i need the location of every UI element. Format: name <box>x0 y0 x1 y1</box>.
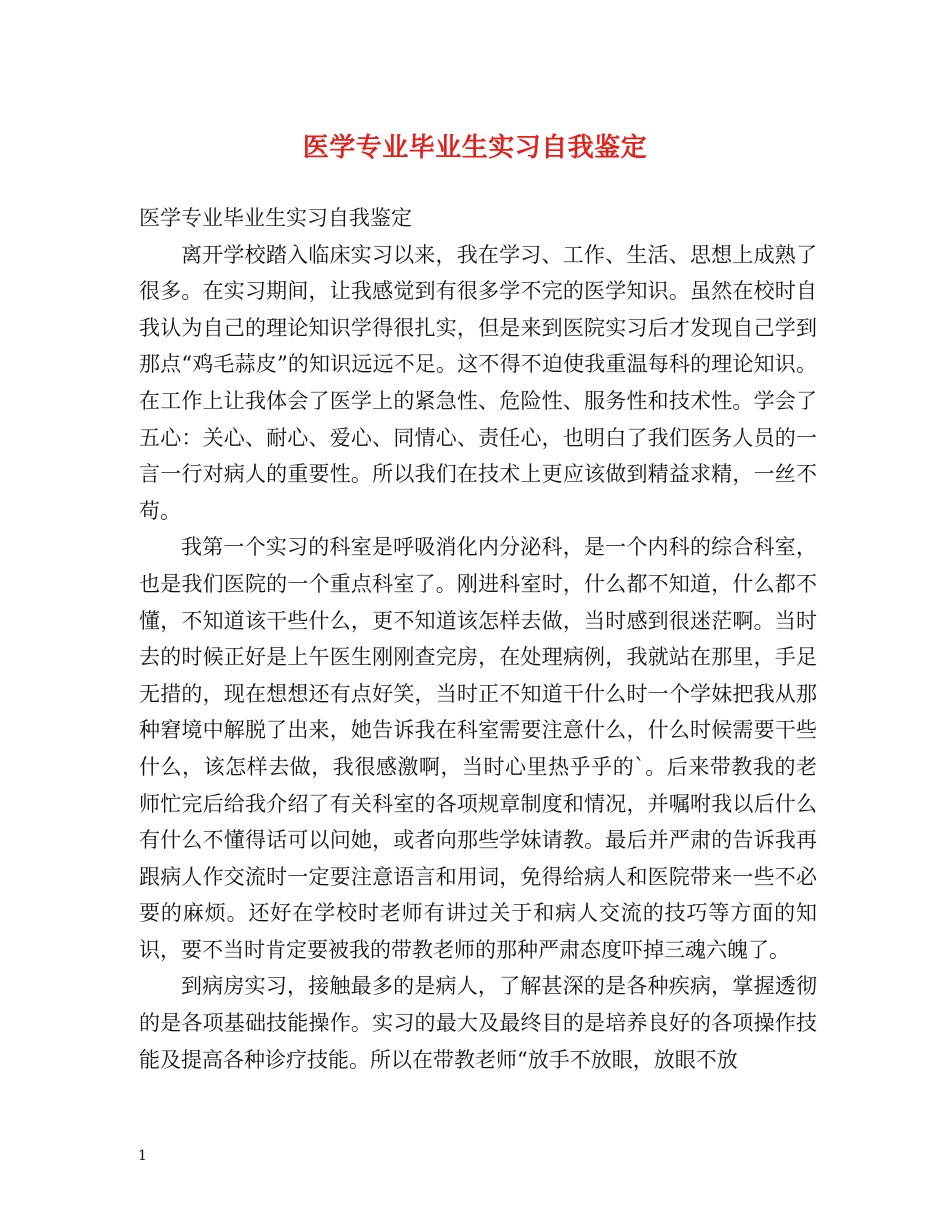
document-title: 医学专业毕业生实习自我鉴定 <box>302 133 648 163</box>
page-number: 1 <box>138 1148 147 1164</box>
paragraph-3: 到病房实习，接触最多的是病人，了解甚深的是各种疾病，掌握透彻的是各项基础技能操作。实习的最大及最终目的是培养良好的各项操作技能及提高各种诊疗技能。所以在带教老师“放手不放眼，放眼不放 <box>139 974 817 1072</box>
document-subtitle: 医学专业毕业生实习自我鉴定 <box>139 206 412 230</box>
document-body <box>139 200 817 1078</box>
paragraph-1: 离开学校踏入临床实习以来，我在学习、工作、生活、思想上成熟了很多。在实习期间，让我感觉到有很多学不完的医学知识。虽然在校时自我认为自己的理论知识学得很扎实，但是来到医院实习后才发现自己学到那点“鸡毛蒜皮”的知识远远不足。这不得不迫使我重温每科的理论知识。在工作上让我体会了医学上的紧急性、危险性、服务性和技术性。学会了五心：关心、耐心、爱心、同情心、责任心，也明白了我们医务人员的一言一行对病人的重要性。所以我们在技术上更应该做到精益求精，一丝不苟。 <box>139 242 817 523</box>
paragraph-2: 我第一个实习的科室是呼吸消化内分泌科，是一个内科的综合科室，也是我们医院的一个重点科室了。刚进科室时，什么都不知道，什么都不懂，不知道该干些什么，更不知道该怎样去做，当时感到很迷茫啊。当时去的时候正好是上午医生刚刚查完房，在处理病例，我就站在那里，手足无措的，现在想想还有点好笑，当时正不知道干什么时一个学妹把我从那种窘境中解脱了出来，她告诉我在科室需要注意什么，什么时候需要干些什么，该怎样去做，我很感激啊，当时心里热乎乎的`。后来带教我的老师忙完后给我介绍了有关科室的各项规章制度和情况，并嘱咐我以后什么有什么不懂得话可以问她，或者向那些学妹请教。最后并严肃的告诉我再跟病人作交流时一定要注意语言和用词，免得给病人和医院带来一些不必要的麻烦。还好在学校时老师有讲过关于和病人交流的技巧等方面的知识，要不当时肯定要被我的带教老师的那种严肃态度吓掉三魂六魄了。 <box>139 535 817 962</box>
